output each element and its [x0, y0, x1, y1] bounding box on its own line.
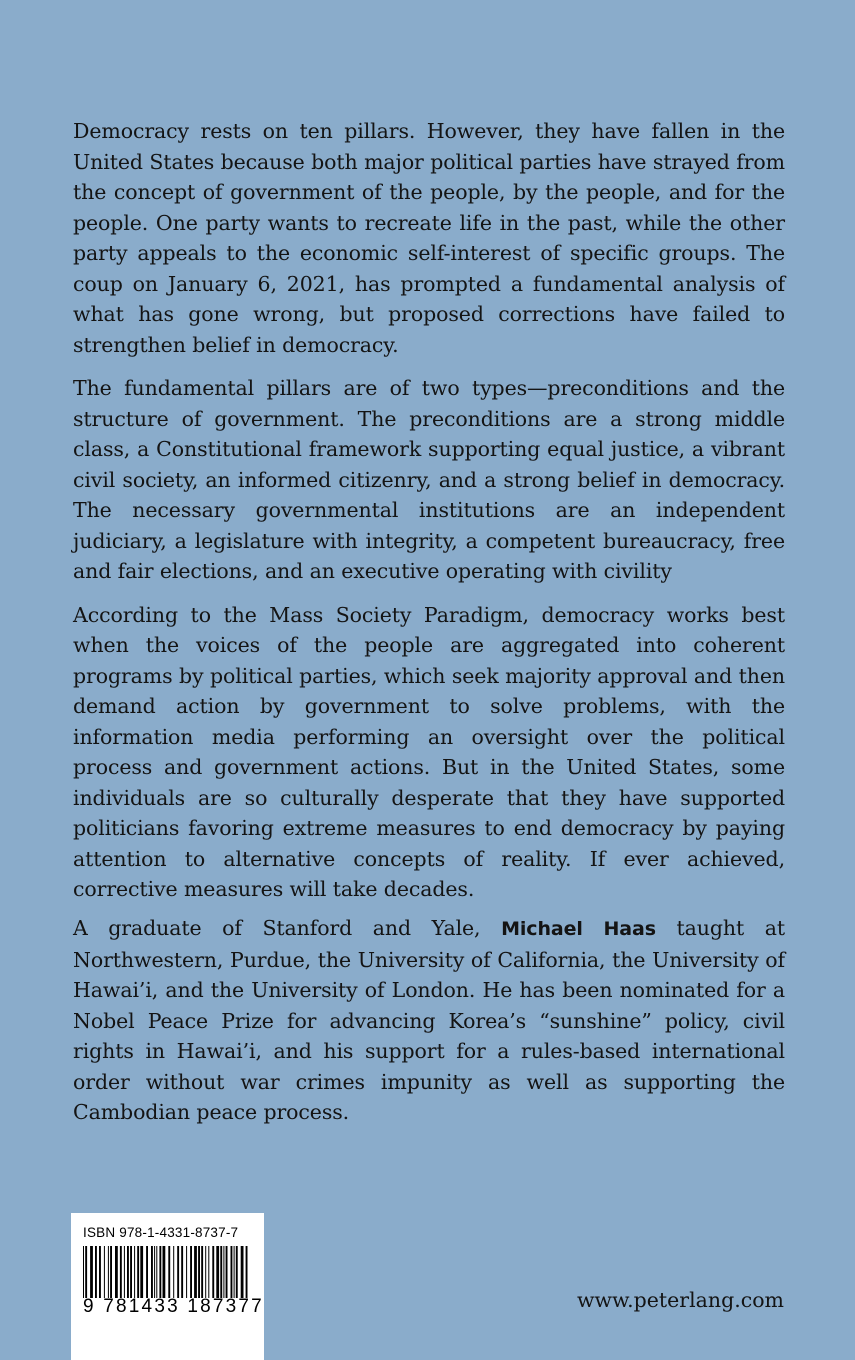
blurb-paragraph-3: According to the Mass Society Paradigm, democracy works best when the voices of the people are aggregated into coherent programs by political parties, which seek majority approval and then demand action by government to solve problems, with the information media performing an oversight over the political process and government actions. But in the United States, some individuals are so culturally desperate that they have supported politicians favoring extreme measures to end democracy by paying attention to alternative concepts of reality. If ever achieved, corrective measures will take decades. — [73, 602, 785, 901]
barcode-bar — [95, 1246, 97, 1298]
barcode-bar — [151, 1246, 153, 1298]
barcode-bar — [236, 1246, 238, 1298]
barcode-bar — [110, 1246, 112, 1298]
barcode-bar — [186, 1246, 187, 1298]
barcode-bar — [83, 1246, 84, 1298]
barcode-bar — [108, 1246, 109, 1298]
barcode-bar — [163, 1246, 166, 1298]
barcode-bar — [177, 1246, 179, 1298]
barcode-bar — [190, 1246, 192, 1298]
blurb-paragraph-1: Democracy rests on ten pillars. However, they have fallen in the United States because both major political parties have strayed from the concept of government of the people, by the people, and for the people. One party wants to recreate life in the past, while the other party appeals to the economic self-interest of specific groups. The coup on January 6, 2021, has prompted a fundamental analysis of what has gone wrong, but proposed corrections have failed to strengthen belief in democracy. — [73, 119, 785, 357]
barcode-bar — [173, 1246, 174, 1298]
barcode-bar — [241, 1246, 244, 1298]
barcode-bar — [212, 1246, 214, 1298]
blurb-paragraph-2: The fundamental pillars are of two types—preconditions and the structure of government. The preconditions are a strong middle class, a Constitutional framework supporting equal justice, a vibrant civil society, an informed citizenry, and a strong belief in democracy. The necessary governmental institutions are an independent judiciary, a legislature with integrity, a competent bureaucracy, free and fair elections, and an executive operating with civility — [73, 376, 785, 583]
author-bio — [73, 913, 785, 1128]
barcode-bar — [146, 1246, 148, 1298]
barcode-bar — [168, 1246, 170, 1298]
barcode-bar — [124, 1246, 125, 1298]
barcode-bar — [140, 1246, 143, 1298]
barcode-bar — [104, 1246, 105, 1298]
barcode-bar — [127, 1246, 129, 1298]
barcode-bar — [231, 1246, 233, 1298]
bio-text: taught at Northwestern, Purdue, the University of California, the University of Hawai’i, and the University of London. He has been nominated for a Nobel Peace Prize for advancing Korea’s “sunshine” policy, civil rights in Hawai’i, and his support for a rules-based international order without war crimes impunity as well as supporting the Cambodian peace process. — [73, 916, 785, 1124]
barcode-bar — [246, 1246, 248, 1298]
barcode-bars — [81, 1246, 253, 1298]
barcode-bar — [156, 1246, 157, 1298]
barcode-bar — [201, 1246, 203, 1298]
barcode-bar — [198, 1246, 200, 1298]
bio-prefix: A graduate of Stanford and Yale, — [73, 916, 502, 940]
barcode-bar — [137, 1246, 139, 1298]
barcode-bar — [216, 1246, 219, 1298]
barcode-bar — [130, 1246, 132, 1298]
isbn-barcode — [71, 1213, 264, 1360]
barcode-bar — [99, 1246, 101, 1298]
barcode-bar — [205, 1246, 206, 1298]
barcode-bar — [223, 1246, 224, 1298]
isbn-label: ISBN 978-1-4331-8737-7 — [83, 1225, 239, 1240]
barcode-bar — [226, 1246, 228, 1298]
barcode-bar — [115, 1246, 118, 1298]
barcode-bar — [134, 1246, 135, 1298]
publisher-url: www.peterlang.com — [576, 1288, 784, 1312]
barcode-bar — [208, 1246, 209, 1298]
author-name: Michael Haas — [501, 918, 656, 940]
barcode-bar — [120, 1246, 122, 1298]
barcode-bar — [194, 1246, 197, 1298]
barcode-bar — [154, 1246, 155, 1298]
barcode-bar — [159, 1246, 161, 1298]
barcode-bar — [85, 1246, 87, 1298]
back-cover-blurb — [73, 116, 785, 918]
barcode-digits: 9 781433 187377 — [83, 1296, 264, 1317]
barcode-bar — [220, 1246, 222, 1298]
barcode-bar — [234, 1246, 235, 1298]
barcode-bar — [181, 1246, 183, 1298]
barcode-bar — [90, 1246, 93, 1298]
